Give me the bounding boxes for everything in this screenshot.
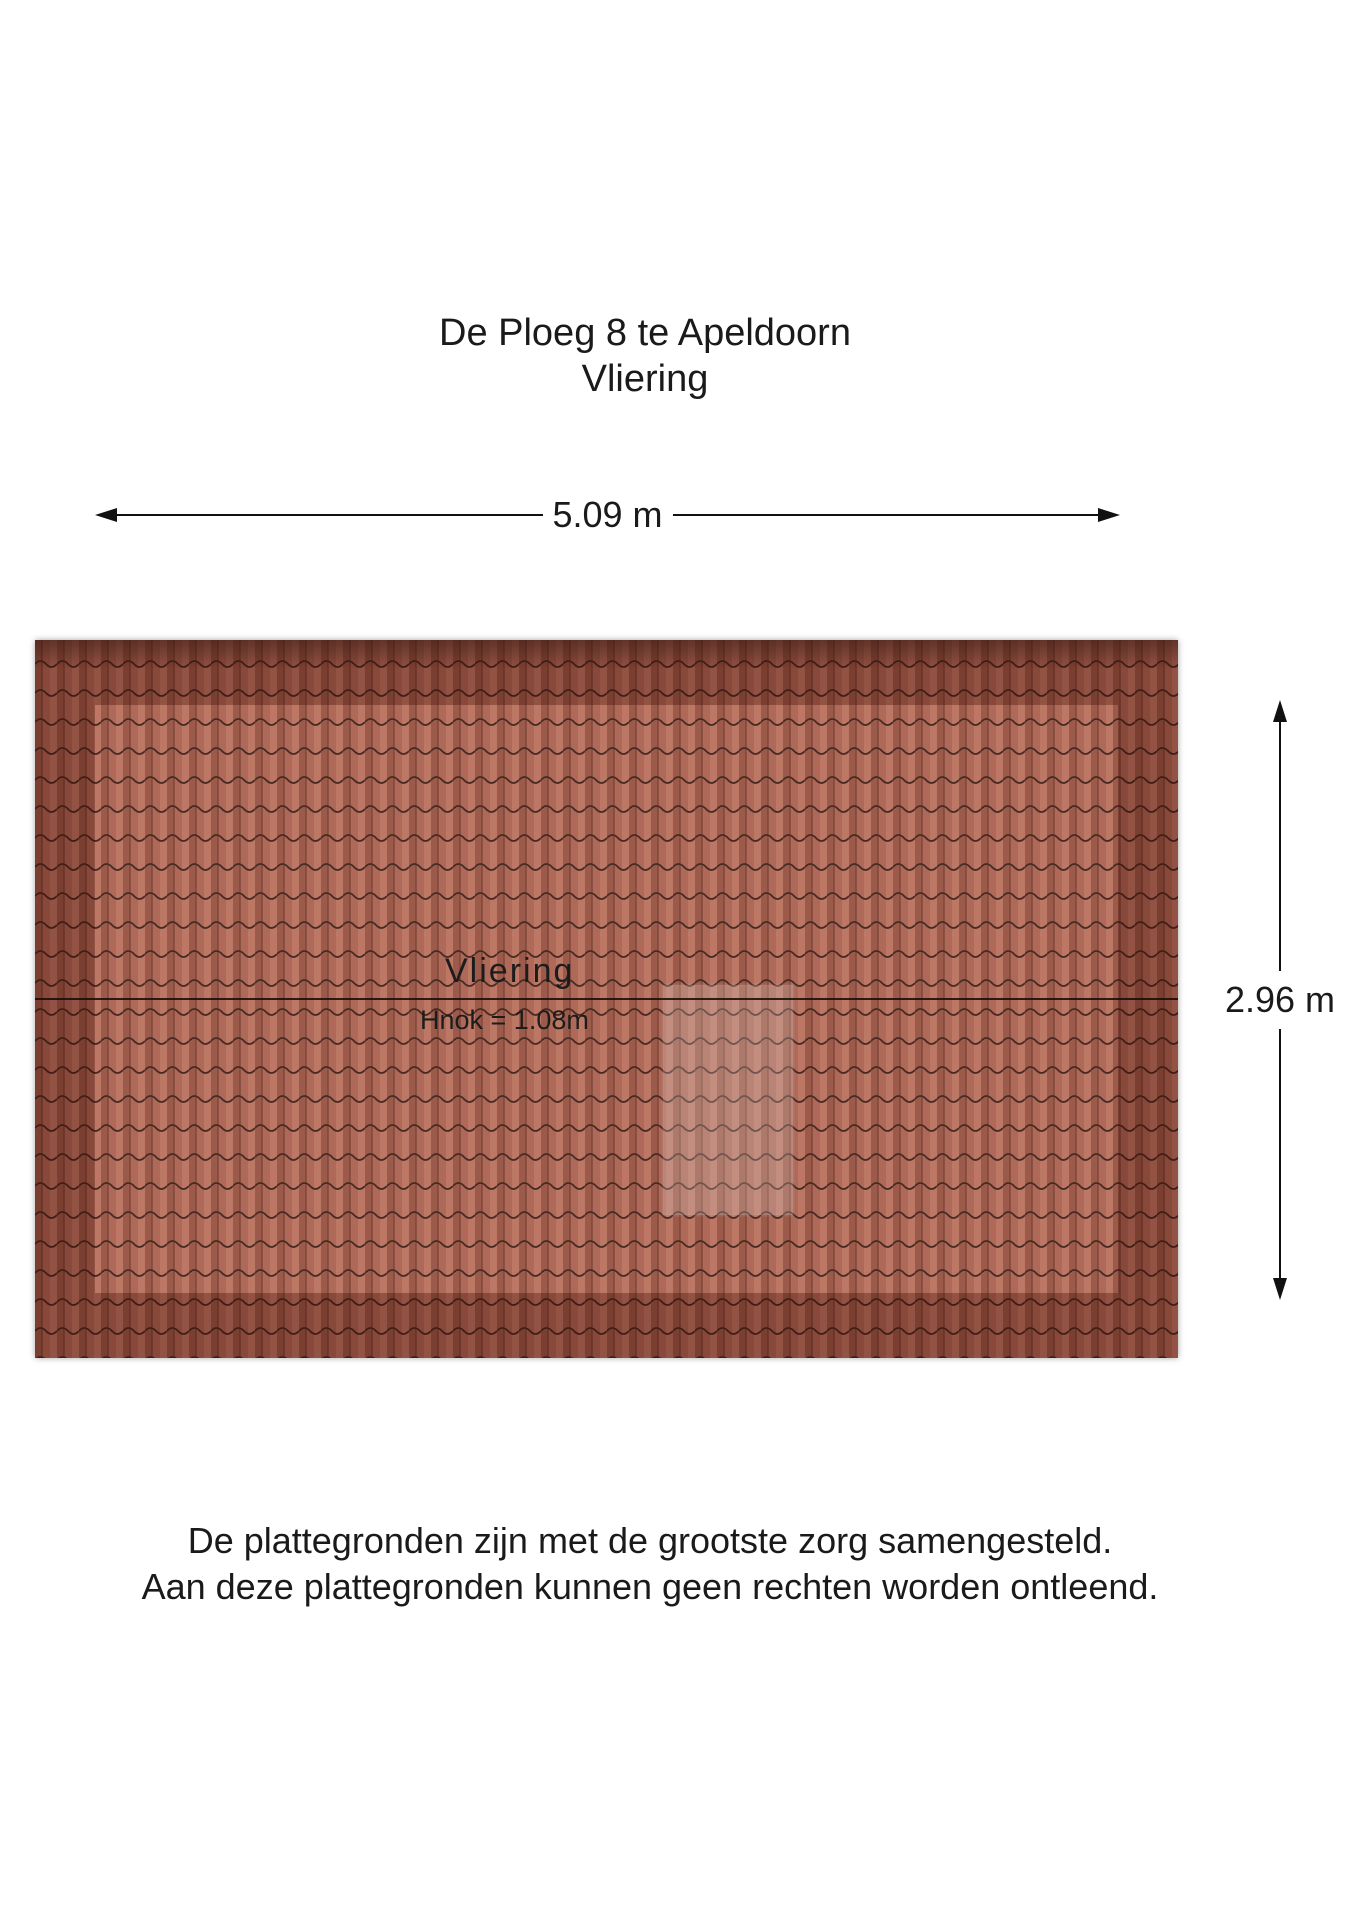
width-label: 5.09 m [542, 494, 672, 536]
room-name-label: Vliering [445, 952, 575, 990]
disclaimer-line-2: Aan deze plattegronden kunnen geen rechten worden ontleend. [141, 1566, 1159, 1607]
depth-dimension [1224, 700, 1336, 1300]
disclaimer [0, 1518, 1300, 1610]
ridge-height-label: Hnok = 1.08m [420, 1005, 589, 1035]
address-title: De Ploeg 8 te Apeldoorn [439, 312, 851, 354]
disclaimer-line-1: De plattegronden zijn met de grootste zorg samengesteld. [187, 1520, 1113, 1561]
depth-label: 2.96 m [1225, 971, 1335, 1029]
roof-window [663, 985, 793, 1215]
width-dimension [95, 490, 1120, 540]
roof-plan [35, 640, 1178, 1358]
floor-title: Vliering [581, 358, 709, 400]
roof-tiles [35, 640, 1178, 1358]
floorplan-title [0, 310, 1290, 402]
